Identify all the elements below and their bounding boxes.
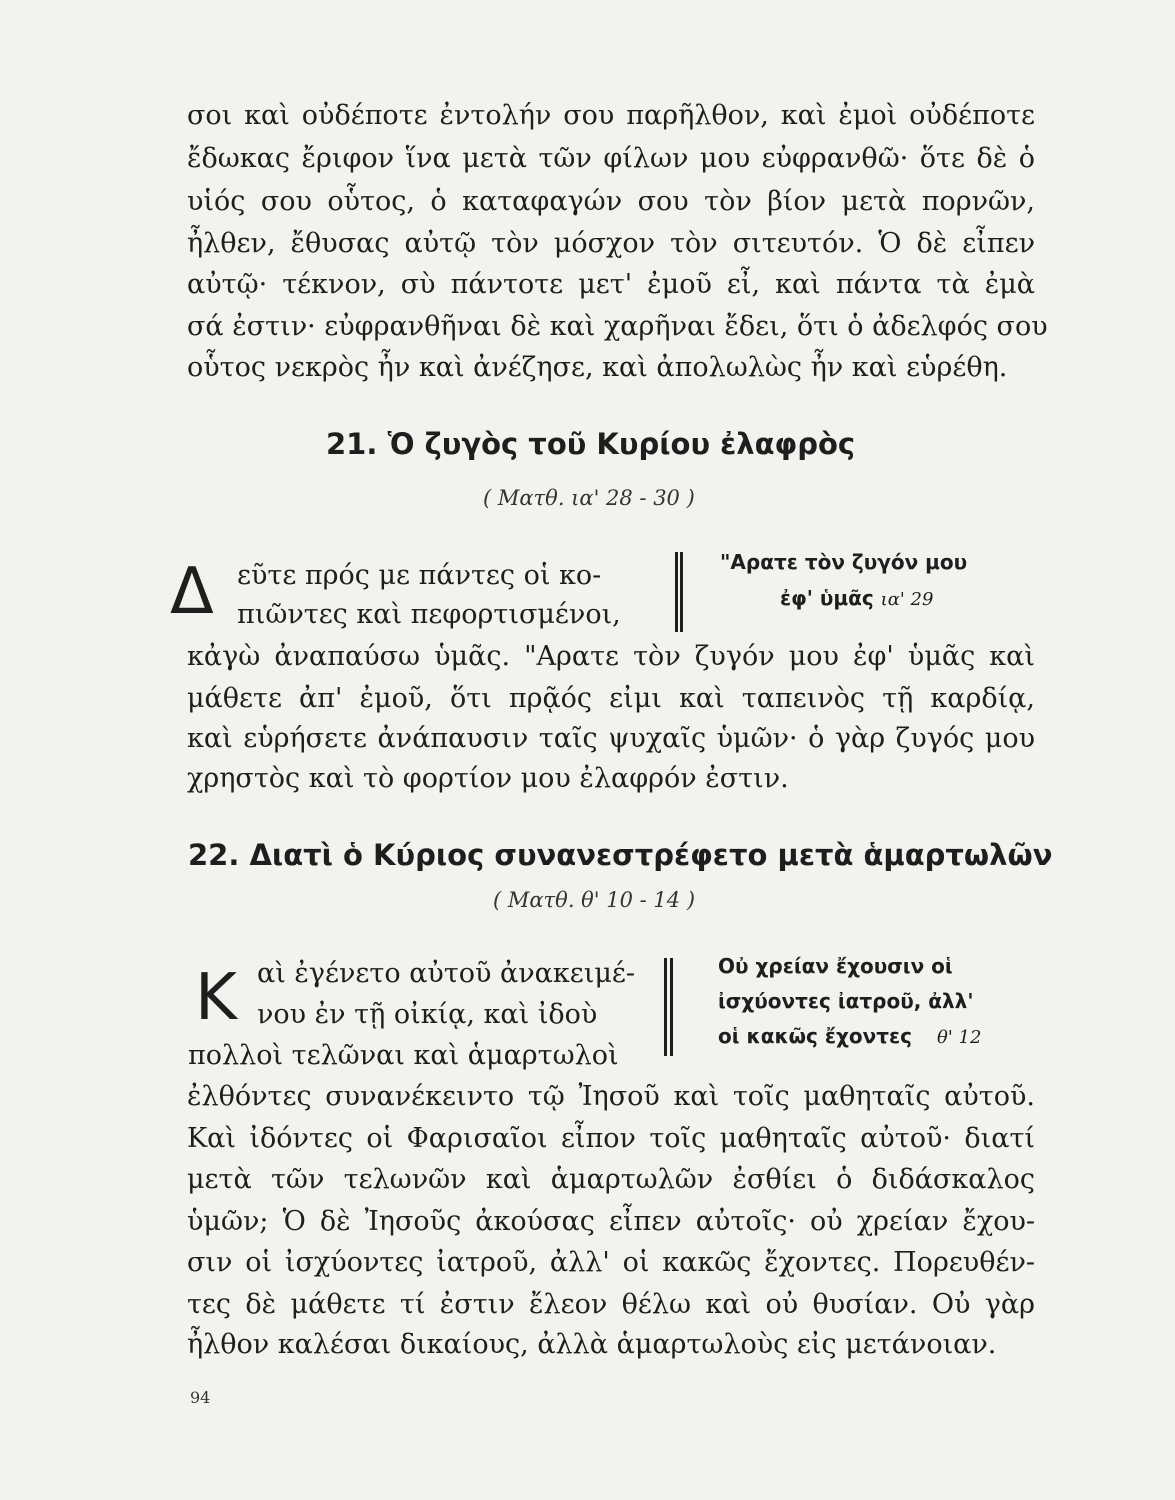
intro-line: σοι καὶ οὐδέποτε ἐντολήν σου παρῆλθον, καὶ ἐμοὶ οὐδέποτε — [187, 100, 1035, 131]
section-22-line: Καὶ ἰδόντες οἱ Φαρισαῖοι εἶπον τοῖς μαθηταῖς αὐτοῦ· διατί — [187, 1123, 1035, 1154]
section-22-first-line: αὶ ἐγένετο αὐτοῦ ἀνακειμέ- — [257, 958, 636, 989]
section-21-line: χρηστὸς καὶ τὸ φορτίον μου ἐλαφρόν ἐστιν. — [187, 763, 789, 794]
section-22-second-line: νου ἐν τῇ οἰκίᾳ, καὶ ἰδοὺ — [257, 999, 598, 1030]
section-22-dropcap: Κ — [195, 961, 237, 1035]
margin-rule — [680, 552, 683, 632]
section-22-line: μετὰ τῶν τελωνῶν καὶ ἁμαρτωλῶν ἐσθίει ὁ διδάσκαλος — [187, 1164, 1035, 1195]
section-22-margin-line3 — [718, 1020, 981, 1054]
section-21-line: καὶ εὑρήσετε ἀνάπαυσιν ταῖς ψυχαῖς ὑμῶν· ὁ γὰρ ζυγός μου — [187, 723, 1035, 754]
section-22-third-line: πολλοὶ τελῶναι καὶ ἁμαρτωλοὶ — [188, 1040, 619, 1071]
margin-rule — [670, 958, 673, 1056]
intro-line: ἦλθεν, ἔθυσας αὐτῷ τὸν μόσχον τὸν σιτευτόν. Ὁ δὲ εἶπεν — [187, 228, 1035, 259]
intro-line: σά ἐστιν· εὐφρανθῆναι δὲ καὶ χαρῆναι ἔδει, ὅτι ὁ ἀδελφός σου — [187, 311, 1048, 342]
intro-line: υἱός σου οὗτος, ὁ καταφαγών σου τὸν βίον μετὰ πορνῶν, — [187, 186, 1035, 217]
section-21-title: 21. Ὁ ζυγὸς τοῦ Κυρίου ἐλαφρὸς — [326, 427, 856, 461]
section-21-line: μάθετε ἀπ' ἐμοῦ, ὅτι πρᾷός εἰμι καὶ ταπεινὸς τῇ καρδίᾳ, — [187, 683, 1035, 714]
margin-rule — [675, 552, 678, 632]
section-21-margin-text: ἐφ' ὑμᾶς — [780, 586, 874, 610]
section-21-second-line: πιῶντες καὶ πεφορτισμένοι, — [237, 599, 621, 630]
margin-rule — [664, 958, 667, 1056]
intro-line: ἔδωκας ἔριφον ἵνα μετὰ τῶν φίλων μου εὐφρανθῶ· ὅτε δὲ ὁ — [187, 143, 1035, 174]
section-22-margin-text: οἱ κακῶς ἔχοντες — [718, 1024, 913, 1048]
section-21-reference: ( Ματθ. ια' 28 - 30 ) — [483, 486, 695, 510]
section-22-line: σιν οἱ ἰσχύοντες ἰατροῦ, ἀλλ' οἱ κακῶς ἔχοντες. Πορευθέν- — [187, 1247, 1035, 1278]
section-21-margin-line2 — [780, 582, 933, 616]
section-22-line: ἐλθόντες συνανέκειντο τῷ Ἰησοῦ καὶ τοῖς μαθηταῖς αὐτοῦ. — [187, 1081, 1035, 1112]
intro-line: αὐτῷ· τέκνον, σὺ πάντοτε μετ' ἐμοῦ εἶ, καὶ πάντα τὰ ἐμὰ — [187, 269, 1035, 300]
section-21-first-line: εῦτε πρός με πάντες οἱ κο- — [237, 560, 602, 591]
section-22-line: ὑμῶν; Ὁ δὲ Ἰησοῦς ἀκούσας εἶπεν αὐτοῖς· οὐ χρείαν ἔχου- — [187, 1206, 1035, 1237]
section-22-title: 22. Διατὶ ὁ Κύριος συνανεστρέφετο μετὰ ἁμαρτωλῶν — [188, 838, 1053, 872]
section-22-line: ἦλθον καλέσαι δικαίους, ἀλλὰ ἁμαρτωλοὺς εἰς μετάνοιαν. — [187, 1329, 997, 1360]
section-22-reference: ( Ματθ. θ' 10 - 14 ) — [493, 888, 696, 912]
section-21-dropcap: Δ — [170, 555, 214, 629]
section-21-margin-line1: "Αρατε τὸν ζυγόν μου — [720, 550, 968, 574]
intro-line: οὗτος νεκρὸς ἦν καὶ ἀνέζησε, καὶ ἀπολωλὼς ἦν καὶ εὑρέθη. — [187, 352, 1008, 383]
section-22-margin-line1: Οὐ χρείαν ἔχουσιν οἱ — [718, 954, 953, 978]
section-22-margin-line2: ἰσχύοντες ἰατροῦ, ἀλλ' — [718, 989, 974, 1013]
page-number: 94 — [190, 1388, 211, 1407]
section-22-margin-cite: θ' 12 — [936, 1027, 982, 1048]
section-21-margin-cite: ια' 29 — [880, 589, 934, 610]
section-21-line: κἀγὼ ἀναπαύσω ὑμᾶς. "Αρατε τὸν ζυγόν μου ἐφ' ὑμᾶς καὶ — [187, 641, 1035, 672]
section-22-line: τες δὲ μάθετε τί ἐστιν ἔλεον θέλω καὶ οὐ θυσίαν. Οὐ γὰρ — [187, 1289, 1035, 1320]
